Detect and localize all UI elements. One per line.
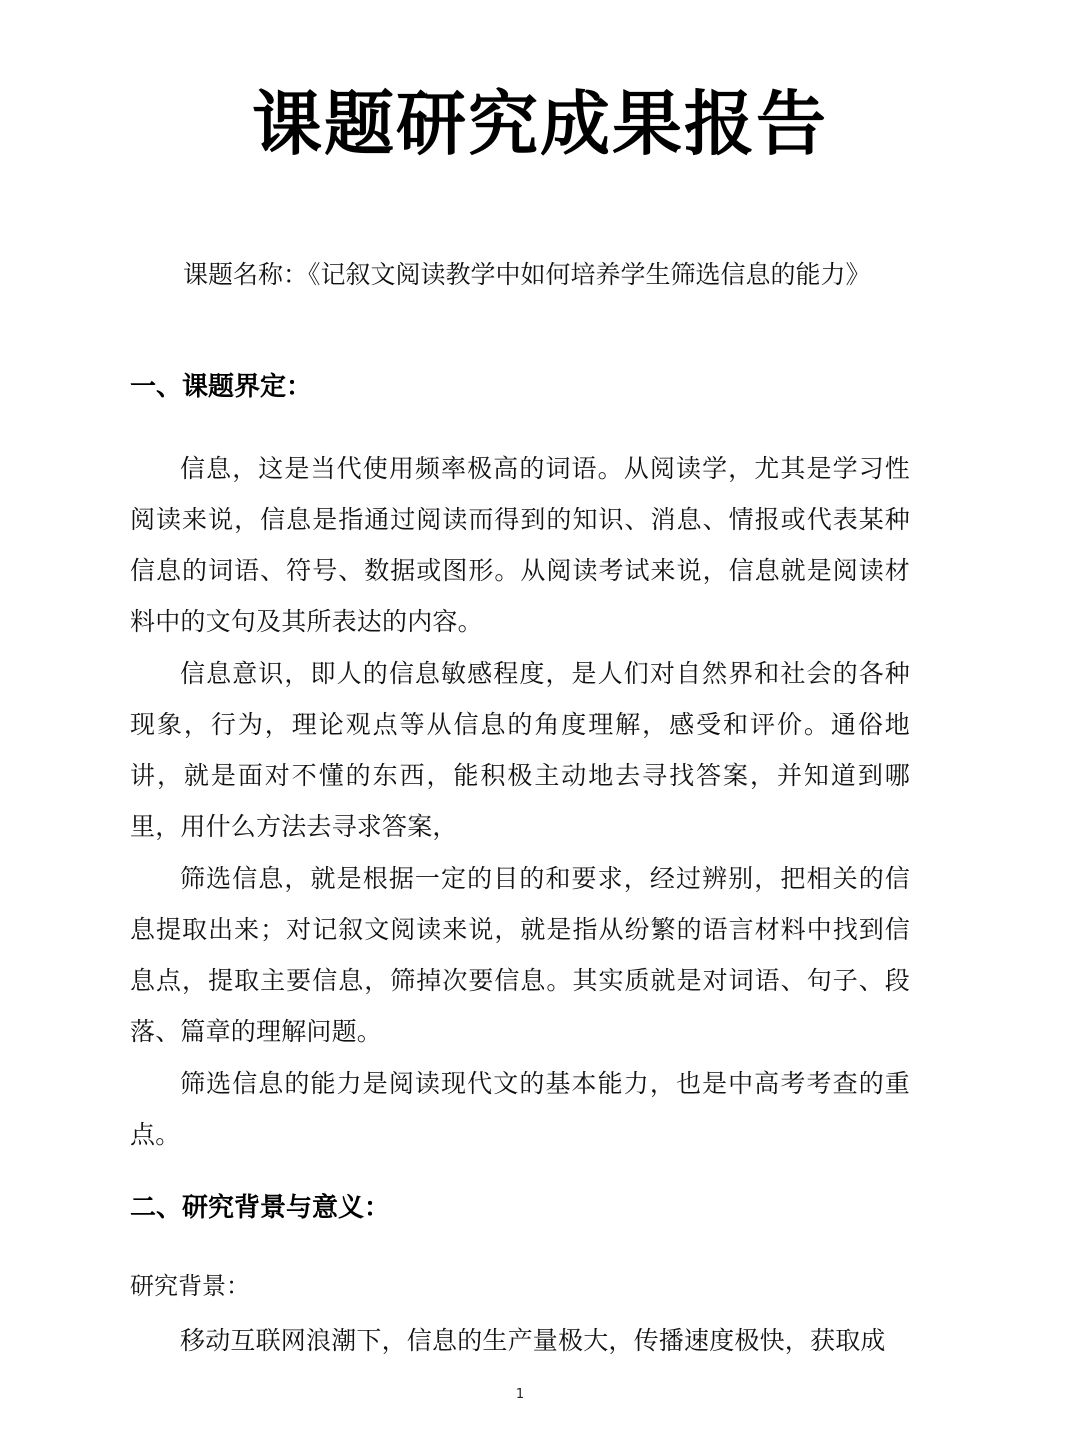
subheading-research-background: 研究背景： (130, 1272, 250, 1300)
section-heading-background-significance: 二、研究背景与意义： (130, 1193, 391, 1223)
document-title: 课题研究成果报告 (252, 83, 828, 165)
definition-paragraph-screening-ability: 筛选信息的能力是阅读现代文的基本能力，也是中高考考查的重点。 (130, 1069, 910, 1149)
topic-name: 课题名称：《记叙文阅读教学中如何培养学生筛选信息的能力》 (183, 260, 871, 289)
section-heading-definition: 一、课题界定： (130, 372, 313, 402)
definition-paragraph-information-awareness: 信息意识，即人的信息敏感程度，是人们对自然界和社会的各种现象，行为，理论观点等从信息的角度理解，感受和评价。通俗地讲，就是面对不懂的东西，能积极主动地去寻找答案，并知道到哪里，用什么方法去寻求答案， (130, 659, 910, 841)
background-paragraph: 移动互联网浪潮下，信息的生产量极大，传播速度极快，获取成 (180, 1326, 886, 1355)
page-number: 1 (515, 1387, 525, 1402)
definition-paragraph-screening-information: 筛选信息，就是根据一定的目的和要求，经过辨别，把相关的信息提取出来；对记叙文阅读来说，就是指从纷繁的语言材料中找到信息点，提取主要信息，筛掉次要信息。其实质就是对词语、句子、段落、篇章的理解问题。 (130, 864, 910, 1046)
definition-paragraph-information: 信息，这是当代使用频率极高的词语。从阅读学，尤其是学习性阅读来说，信息是指通过阅读而得到的知识、消息、情报或代表某种信息的词语、符号、数据或图形。从阅读考试来说，信息就是阅读材料中的文句及其所表达的内容。 (130, 454, 910, 636)
